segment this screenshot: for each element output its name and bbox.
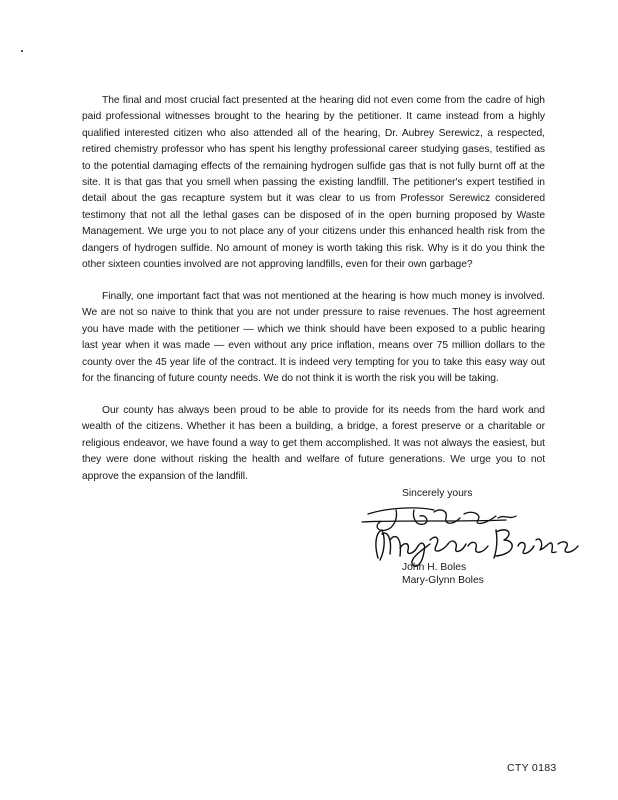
letter-paragraph-1: The final and most crucial fact presented at the hearing did not even come from the cadre of high paid professional witnesses brought to the hearing by the petitioner. It came instead from a highly qualified interested citizen who also attended all of the hearing, Dr. Aubrey Serewicz, a respected, retired chemistry professor who has spent his lengthy professional career studying gases, testified as to the potential damaging effects of the remaining hydrogen sulfide gas that is not fully burnt off at the site. It is that gas that you smell when passing the existing landfill. The petitioner's expert testified in detail about the gas recapture system but it was clear to us from Professor Serewicz considered testimony that not all the lethal gases can be disposed of in the open burning proposed by Waste Management. We urge you to not place any of your citizens under this enhanced health risk from the dangers of hydrogen sulfide. No amount of money is worth taking this risk. Why is it do you think the other sixteen counties involved are not approving landfills, even for their own garbage? — [82, 95, 545, 271]
handwritten-signature — [356, 500, 586, 572]
signer-name-1: John H. Boles — [402, 562, 467, 573]
closing-salutation: Sincerely yours — [402, 488, 473, 499]
letter-paragraph-2: Finally, one important fact that was not mentioned at the hearing is how much money is involved. We are not so naive to think that you are not under pressure to raise revenues. The host agreement you have made with the petitioner — which we think should have been exposed to a public hearing last year when it was made — even without any price inflation, means over 75 million dollars to the county over the 45 year life of the contract. It is indeed very tempting for you to take this easy way out for the financing of future county needs. We do not think it is worth the risk you will be taking. — [82, 291, 545, 385]
signer-name-2: Mary-Glynn Boles — [402, 575, 484, 586]
letter-paragraph-3: Our county has always been proud to be able to provide for its needs from the hard work and wealth of the citizens. Whether it has been a building, a bridge, a forest preserve or a charitable or religious endeavor, we have found a way to get them accomplished. It was not always the easiest, but they were done without risking the health and welfare of future generations. We urge you to not approve the expansion of the landfill. — [82, 405, 545, 482]
scan-speck — [21, 50, 23, 52]
document-id-stamp: CTY 0183 — [507, 762, 557, 774]
